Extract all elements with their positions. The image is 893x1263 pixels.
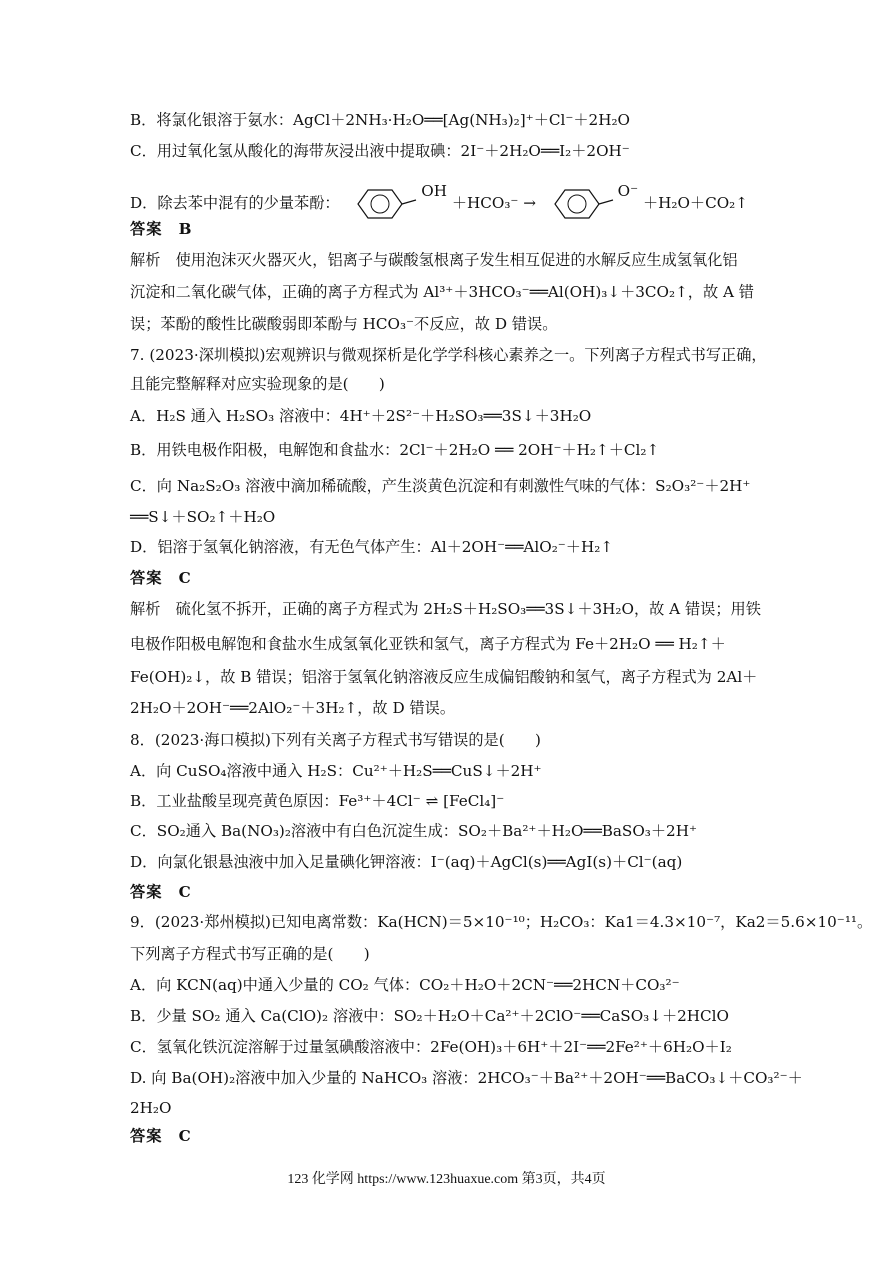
answer-6: 答案 B bbox=[130, 220, 193, 238]
page-footer: 123 化学网 https://www.123huaxue.com 第3页，共4页 bbox=[287, 1172, 606, 1187]
q9-option-c: C．氢氧化铁沉淀溶解于过量氢碘酸溶液中：2Fe(OH)₃＋6H⁺＋2I⁻══2Fe²⁺＋6H₂O＋I₂ bbox=[130, 1038, 732, 1056]
option-c-line: C．用过氧化氢从酸化的海带灰浸出液中提取碘：2I⁻＋2H₂O══I₂＋2OH⁻ bbox=[130, 142, 630, 160]
phenoxide-o: O⁻ bbox=[617, 182, 639, 200]
phenol-oh: OH bbox=[421, 182, 447, 200]
analysis-7-line4: 2H₂O＋2OH⁻══2AlO₂⁻＋3H₂↑，故 D 错误。 bbox=[130, 699, 456, 717]
question-7-line1: 7. (2023·深圳模拟)宏观辨识与微观探析是化学学科核心素养之一。下列离子方程式书写正确， bbox=[130, 346, 767, 364]
q7-option-c-line2: ══S↓＋SO₂↑＋H₂O bbox=[130, 508, 276, 526]
bicarbonate-term: ＋HCO₃⁻ bbox=[451, 194, 519, 212]
answer-7: 答案 C bbox=[130, 569, 192, 587]
analysis-6-line1: 解析 使用泡沫灭火器灭火，铝离子与碳酸氢根离子发生相互促进的水解反应生成氢氧化铝 bbox=[130, 251, 738, 269]
q9-option-a: A．向 KCN(aq)中通入少量的 CO₂ 气体：CO₂＋H₂O＋2CN⁻══2HCN＋CO₃²⁻ bbox=[130, 976, 680, 994]
answer-9: 答案 C bbox=[130, 1127, 192, 1145]
q9-option-b: B．少量 SO₂ 通入 Ca(ClO)₂ 溶液中：SO₂＋H₂O＋Ca²⁺＋2ClO⁻══CaSO₃↓＋2HClO bbox=[130, 1007, 729, 1025]
question-9-line1: 9．(2023·郑州模拟)已知电离常数：Ka(HCN)＝5×10⁻¹⁰；H₂CO₃：Ka1＝4.3×10⁻⁷，Ka2＝5.6×10⁻¹¹。 bbox=[130, 913, 873, 931]
option-b-line: B．将氯化银溶于氨水：AgCl＋2NH₃·H₂O══[Ag(NH₃)₂]⁺＋Cl⁻＋2H₂O bbox=[130, 111, 631, 129]
q7-option-c-line1: C．向 Na₂S₂O₃ 溶液中滴加稀硫酸，产生淡黄色沉淀和有刺激性气味的气体：S₂O₃²⁻＋2H⁺ bbox=[130, 477, 751, 495]
q8-option-a: A．向 CuSO₄溶液中通入 H₂S：Cu²⁺＋H₂S══CuS↓＋2H⁺ bbox=[130, 762, 542, 780]
option-d-label: D．除去苯中混有的少量苯酚： bbox=[130, 194, 340, 212]
q7-option-b: B．用铁电极作阳极，电解饱和食盐水：2Cl⁻＋2H₂O ══ 2OH⁻＋H₂↑＋Cl₂↑ bbox=[130, 441, 660, 459]
benzene-ring-icon bbox=[348, 186, 418, 222]
analysis-7-line1: 解析 硫化氢不拆开，正确的离子方程式为 2H₂S＋H₂SO₃══3S↓＋3H₂O，故 A 错误；用铁 bbox=[130, 600, 761, 618]
products-term: ＋H₂O＋CO₂↑ bbox=[642, 194, 748, 212]
phenoxide-ring-icon bbox=[545, 186, 615, 222]
q8-option-d: D．向氯化银悬浊液中加入足量碘化钾溶液：I⁻(aq)＋AgCl(s)══AgI(s)＋Cl⁻(aq) bbox=[130, 853, 683, 871]
option-d-line bbox=[130, 182, 770, 222]
analysis-6-line2: 沉淀和二氧化碳气体，正确的离子方程式为 Al³⁺＋3HCO₃⁻══Al(OH)₃↓＋3CO₂↑，故 A 错 bbox=[130, 283, 754, 301]
question-9-line2: 下列离子方程式书写正确的是( ) bbox=[130, 945, 370, 963]
question-8: 8．(2023·海口模拟)下列有关离子方程式书写错误的是( ) bbox=[130, 731, 541, 749]
q7-option-d: D．铝溶于氢氧化钠溶液，有无色气体产生：Al＋2OH⁻══AlO₂⁻＋H₂↑ bbox=[130, 538, 614, 556]
answer-8: 答案 C bbox=[130, 883, 192, 901]
q9-option-d-line1: D. 向 Ba(OH)₂溶液中加入少量的 NaHCO₃ 溶液：2HCO₃⁻＋Ba²⁺＋2OH⁻══BaCO₃↓＋CO₃²⁻＋ bbox=[130, 1069, 803, 1087]
q8-option-c: C．SO₂通入 Ba(NO₃)₂溶液中有白色沉淀生成：SO₂＋Ba²⁺＋H₂O══BaSO₃＋2H⁺ bbox=[130, 822, 697, 840]
q7-option-a: A．H₂S 通入 H₂SO₃ 溶液中：4H⁺＋2S²⁻＋H₂SO₃══3S↓＋3H₂O bbox=[130, 407, 592, 425]
analysis-7-line3: Fe(OH)₂↓，故 B 错误；铝溶于氢氧化钠溶液反应生成偏铝酸钠和氢气，离子方程式为 2Al＋ bbox=[130, 668, 758, 686]
question-7-line2: 且能完整解释对应实验现象的是( ) bbox=[130, 375, 385, 393]
analysis-6-line3: 误；苯酚的酸性比碳酸弱即苯酚与 HCO₃⁻不反应，故 D 错误。 bbox=[130, 315, 558, 333]
reaction-arrow: → bbox=[523, 194, 536, 212]
q9-option-d-line2: 2H₂O bbox=[130, 1099, 172, 1117]
analysis-7-line2: 电极作阳极电解饱和食盐水生成氢氧化亚铁和氢气，离子方程式为 Fe＋2H₂O ══ H₂↑＋ bbox=[130, 635, 726, 653]
q8-option-b: B．工业盐酸呈现亮黄色原因：Fe³⁺＋4Cl⁻ ⇌ [FeCl₄]⁻ bbox=[130, 792, 505, 810]
